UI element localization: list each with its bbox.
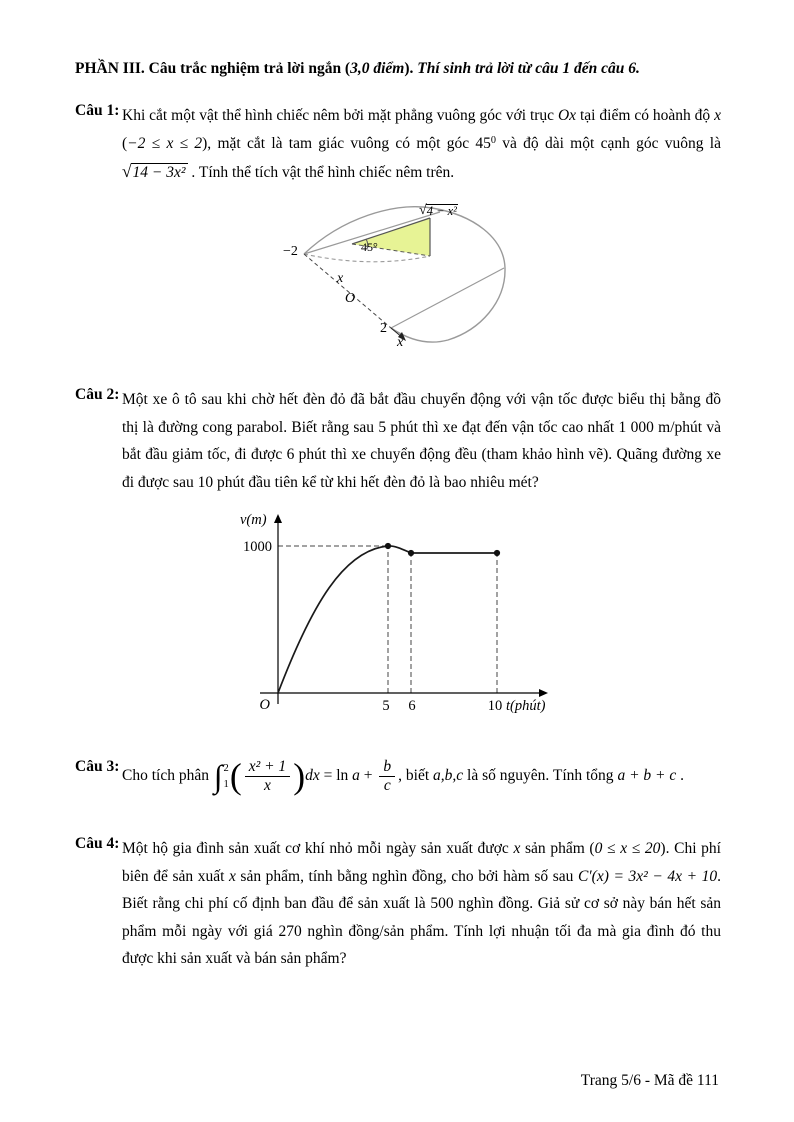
x-axis-arrow <box>539 689 548 697</box>
integral-limits <box>223 760 229 793</box>
text-segment: 0 ≤ x ≤ 20 <box>594 839 661 857</box>
text-segment: Cho tích phân <box>122 767 213 785</box>
text-segment: x <box>513 839 521 857</box>
question-3-text <box>122 758 721 795</box>
big-paren: ( <box>229 756 242 797</box>
x-axis-label: t(phút) <box>506 698 546 715</box>
question-3-label: Câu 3: <box>75 758 120 776</box>
text-segment: . <box>676 767 684 785</box>
figure1-minus2-label: −2 <box>283 244 298 260</box>
text-segment: Khi cắt một vật thể hình chiếc nêm bởi mặt phẳng vuông góc với trục <box>122 107 558 124</box>
text-segment: 3,0 điểm <box>350 60 405 77</box>
question-2 <box>75 386 721 732</box>
figure1-x-mid-label: x <box>337 271 344 287</box>
question-4-label: Câu 4: <box>75 834 120 852</box>
figure1-angle-label: 45° <box>361 240 378 255</box>
integral <box>214 760 229 793</box>
lower-limit: 1 <box>223 778 229 790</box>
question-2-label: Câu 2: <box>75 386 120 404</box>
text-segment: và độ dài một cạnh góc vuông là <box>496 134 721 152</box>
text-segment: C′(x) = 3x² − 4x + 10 <box>577 867 718 885</box>
radical-expression: 4 − x² <box>426 204 457 219</box>
point-6 <box>408 550 414 556</box>
text-segment: + <box>359 767 377 785</box>
point-10 <box>494 550 500 556</box>
slant-edge <box>391 268 504 328</box>
wedge-figure <box>283 198 520 362</box>
x-tick-5: 5 <box>382 698 390 715</box>
velocity-graph-figure <box>228 508 573 728</box>
text-segment: a <box>352 767 360 785</box>
upper-limit: 2 <box>223 762 229 774</box>
point-5-1000 <box>385 543 391 549</box>
text-segment: . Tính thể tích vật thể hình chiếc nêm trên. <box>187 164 455 182</box>
page-content <box>75 60 721 973</box>
figure1-origin-label: O <box>345 291 356 307</box>
text-segment: x <box>714 107 722 124</box>
text-segment: Một xe ô tô sau khi chờ hết đèn đỏ đã bắt đầu chuyển động với vận tốc được biểu thị bằng đồ thị là đường cong parabol. Biết rằng sau 5 phút thì xe đạt đến vận tốc cao nhất 1 000 m/phút và bắt đầu giảm tốc, đi được 6 phút thì xe chuyển động đều (tham khảo hình vẽ). Quãng đường xe đi được sau 10 phút đầu tiên kể từ khi hết đèn đỏ là bao nhiêu mét? <box>122 391 721 491</box>
text-segment: là số nguyên. Tính tổng <box>463 767 618 785</box>
question-2-text <box>122 386 721 496</box>
text-segment: x <box>228 867 236 885</box>
radical-sign: √ <box>122 162 132 182</box>
section-heading <box>75 60 721 78</box>
big-paren: ) <box>293 756 306 797</box>
denominator: x <box>263 777 271 795</box>
text-segment: ), mặt cắt là tam giác vuông có một góc 45 <box>202 134 491 152</box>
text-segment: = ln <box>319 767 353 785</box>
text-segment: Một hộ gia đình sản xuất cơ khí nhỏ mỗi ngày sản xuất được <box>122 839 514 857</box>
x-tick-6: 6 <box>408 698 416 715</box>
text-segment: 0 <box>490 134 496 146</box>
radicand: 14 − 3x² <box>132 164 186 182</box>
denominator: c <box>383 777 391 795</box>
question-1 <box>75 102 721 368</box>
hidden-rim-curve <box>304 254 430 262</box>
text-segment: Thí sinh trả lời từ câu 1 đến câu 6. <box>417 60 640 77</box>
figure1-sqrt-label <box>419 204 458 218</box>
text-segment: ). Chi phí biên để sản xuất <box>122 839 721 885</box>
text-segment: PHẦN III. Câu trắc nghiệm trả lời ngắn ( <box>75 60 351 77</box>
figure1-two-label: 2 <box>380 321 387 337</box>
text-segment: Ox <box>557 107 577 124</box>
fraction <box>245 758 291 795</box>
numerator: x² + 1 <box>245 758 291 777</box>
question-4-text <box>122 835 721 973</box>
text-segment: a + b + c <box>617 767 677 785</box>
text-segment: a,b,c <box>433 767 464 785</box>
question-1-label: Câu 1: <box>75 102 120 119</box>
text-segment: tại điểm có hoành độ <box>576 107 715 124</box>
integral-sign: ∫ <box>213 758 223 794</box>
text-segment: ). <box>404 60 418 77</box>
figure1-x-end-label: x <box>397 335 404 351</box>
fraction <box>379 758 395 795</box>
y-axis-label: v(m) <box>240 512 267 529</box>
x-tick-10: 10 <box>487 698 503 715</box>
question-3 <box>75 758 721 795</box>
radical-expression <box>122 164 188 181</box>
text-segment: , biết <box>398 767 434 785</box>
numerator: b <box>379 758 395 777</box>
text-segment: . Biết rằng chi phí cố định ban đầu để sản xuất là 500 nghìn đồng. Giả sử cơ sở này bán hết sản phẩm mỗi ngày với giá 270 nghìn đồng/sản phẩm. Tính lợi nhuận tối đa mà gia đình đó thu được khi sản xuất và bán sản phẩm? <box>122 867 721 968</box>
radical-sign: √ <box>419 203 427 219</box>
question-4 <box>75 835 721 973</box>
text-segment: ( <box>122 134 128 152</box>
question-3-body <box>122 758 721 795</box>
question-2-body <box>122 386 721 732</box>
y-axis-arrow <box>274 514 282 523</box>
page-footer: Trang 5/6 - Mã đề 111 <box>580 1072 719 1089</box>
question-1-text <box>122 102 721 188</box>
y-tick-1000: 1000 <box>243 539 272 556</box>
question-4-body <box>122 835 721 973</box>
text-segment: sản phẩm ( <box>520 839 595 857</box>
origin-label: O <box>259 697 270 714</box>
text-segment: dx <box>305 767 320 785</box>
text-segment: sản phẩm, tính bằng nghìn đồng, cho bởi hàm số sau <box>235 867 578 885</box>
velocity-graph <box>228 508 573 723</box>
wedge-drawing <box>290 203 510 356</box>
question-1-body <box>122 102 721 368</box>
text-segment: −2 ≤ x ≤ 2 <box>127 134 203 152</box>
